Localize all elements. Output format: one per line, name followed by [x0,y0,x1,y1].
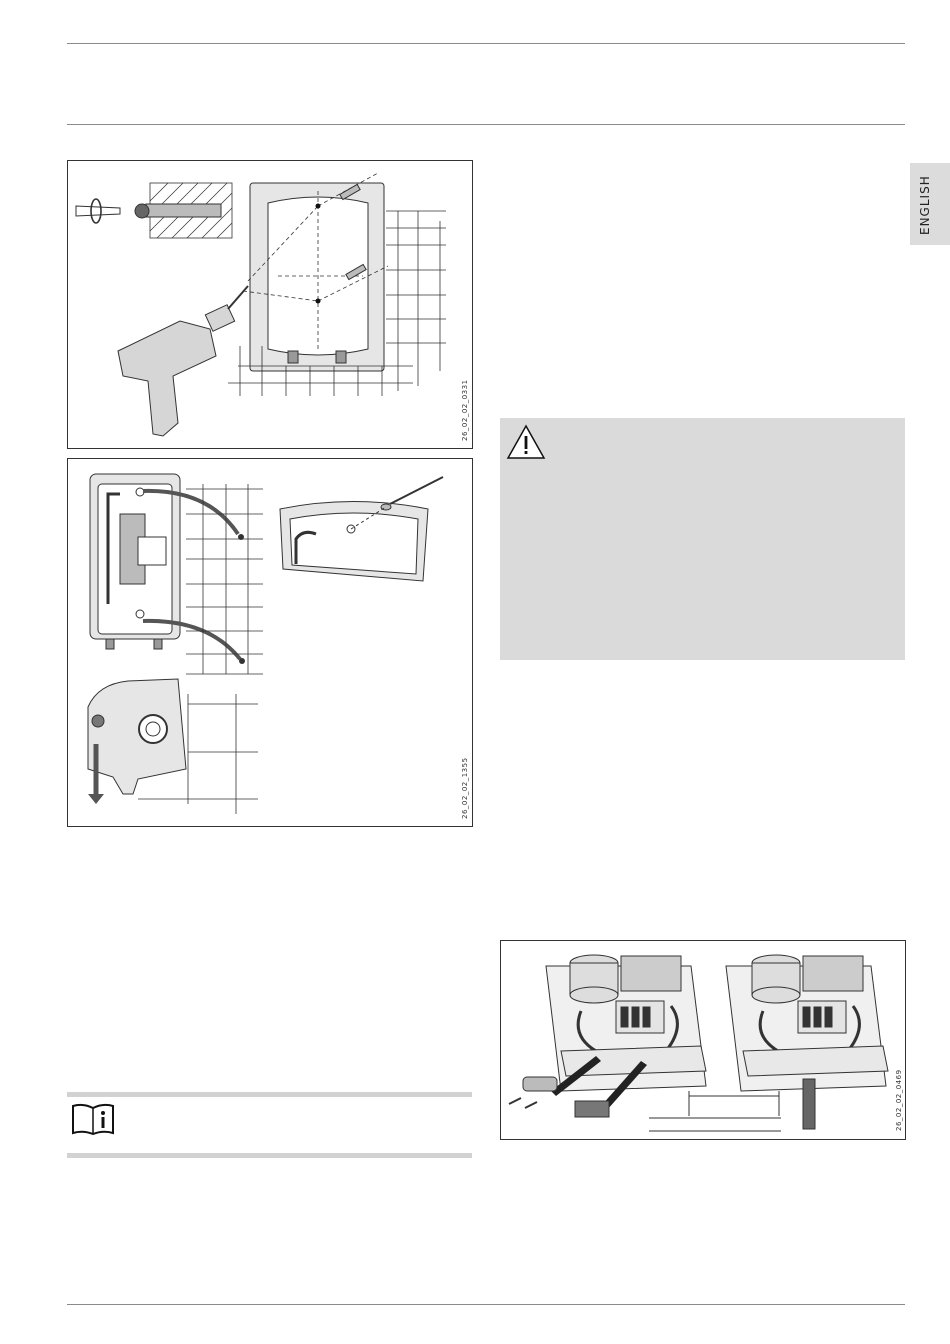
figure-drilling [67,160,473,449]
figure-code: 26_02_02_1355 [461,757,469,819]
footer-rule [67,1304,905,1305]
info-box-top-bar [67,1092,472,1097]
manual-info-icon [71,1102,115,1136]
figure-hanging [67,458,473,827]
info-box [67,1092,472,1158]
language-tab [910,163,950,245]
language-tab-label: ENGLISH [918,175,932,235]
wiring-illustration [501,941,907,1141]
header-rule-top [67,43,905,44]
warning-triangle-icon [506,424,546,460]
figure-wiring [500,940,906,1140]
header-rule-bottom [67,124,905,125]
hanging-illustration [68,459,474,828]
info-box-bottom-bar [67,1153,472,1158]
figure-code: 26_02_02_0331 [461,379,469,441]
warning-box [500,418,905,660]
figure-code: 26_02_02_0469 [895,1069,903,1131]
drilling-illustration [68,161,474,450]
